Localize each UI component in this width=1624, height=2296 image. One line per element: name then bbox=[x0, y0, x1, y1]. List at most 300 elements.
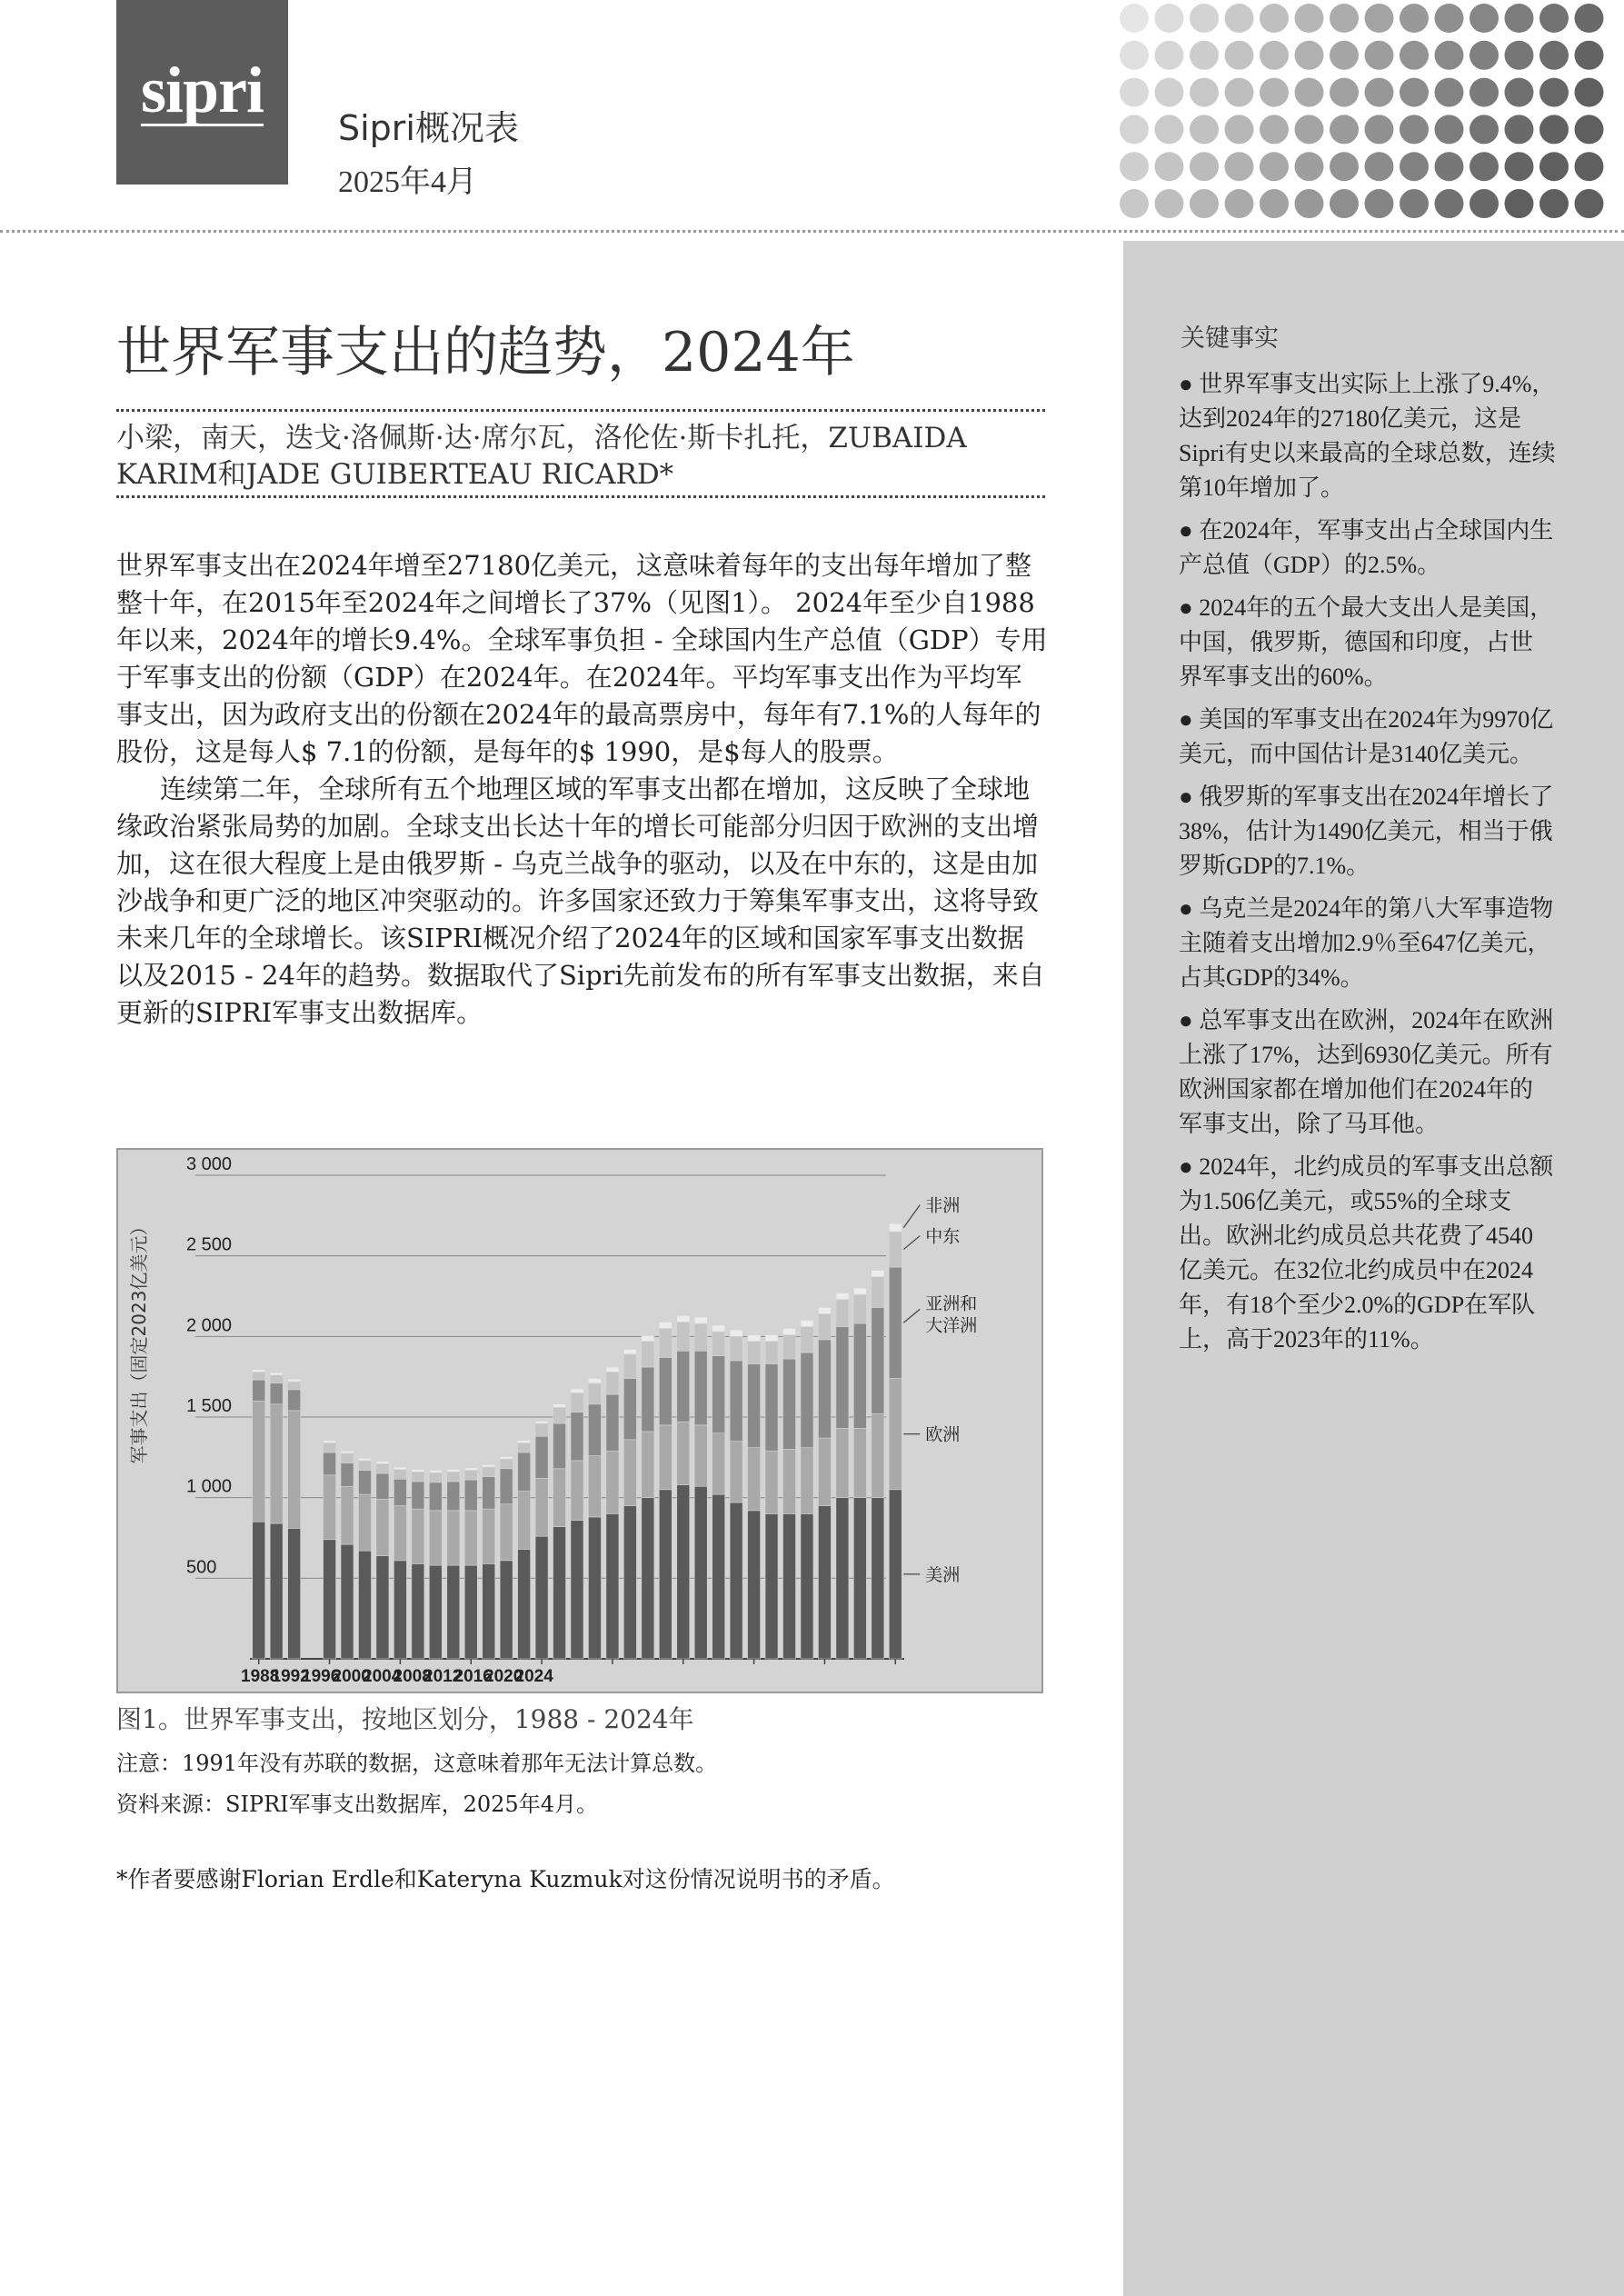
bar-segment bbox=[288, 1382, 301, 1390]
bar-segment bbox=[253, 1372, 265, 1380]
x-tick-label: 2008 bbox=[393, 1667, 432, 1686]
x-tick-label: 1988 bbox=[241, 1667, 280, 1686]
bar-segment bbox=[412, 1563, 424, 1659]
bar-segment bbox=[376, 1463, 389, 1473]
bar-segment bbox=[853, 1498, 866, 1659]
bar-segment bbox=[464, 1511, 477, 1565]
x-tick-label: 2020 bbox=[484, 1667, 523, 1686]
decorative-dot bbox=[1120, 4, 1149, 33]
bar-segment bbox=[358, 1461, 371, 1471]
x-tick-label: 2000 bbox=[332, 1667, 371, 1686]
decorative-dot bbox=[1575, 41, 1604, 70]
bar-segment bbox=[642, 1432, 654, 1498]
decorative-dot bbox=[1365, 152, 1394, 181]
decorative-dot bbox=[1260, 78, 1289, 107]
bar-segment bbox=[623, 1506, 636, 1659]
bar-segment bbox=[253, 1522, 265, 1659]
bar-segment bbox=[571, 1413, 583, 1461]
bar-segment bbox=[623, 1440, 636, 1506]
decorative-dot bbox=[1190, 189, 1219, 218]
bar-segment bbox=[429, 1565, 442, 1659]
decorative-dot bbox=[1260, 152, 1289, 181]
x-tick-label: 2024 bbox=[514, 1667, 553, 1686]
decorative-dot bbox=[1505, 115, 1534, 144]
bar-segment bbox=[429, 1472, 442, 1482]
author-rule-top bbox=[116, 409, 1045, 412]
bar-segment bbox=[535, 1423, 548, 1436]
key-fact-item: ● 在2024年，军事支出占全球国内生产总值（GDP）的2.5%。 bbox=[1179, 517, 1554, 578]
decorative-dot bbox=[1505, 189, 1534, 218]
legend-leader-line bbox=[903, 1236, 920, 1250]
bar-segment bbox=[730, 1336, 742, 1361]
y-tick-label: 2 500 bbox=[186, 1234, 233, 1255]
bar-segment bbox=[694, 1317, 707, 1323]
bar-segment bbox=[535, 1536, 548, 1659]
key-fact-item: ● 美国的军事支出在2024年为9970亿美元，而中国估计是3140亿美元。 bbox=[1179, 706, 1554, 767]
bar-segment bbox=[748, 1448, 761, 1511]
bar-segment bbox=[889, 1490, 902, 1659]
bar-segment bbox=[447, 1511, 460, 1565]
decorative-dot bbox=[1330, 115, 1359, 144]
bar-segment bbox=[765, 1342, 778, 1364]
bar-segment bbox=[889, 1378, 902, 1489]
decorative-dot bbox=[1260, 41, 1289, 70]
bar-segment bbox=[623, 1378, 636, 1439]
chart-svg bbox=[118, 1150, 1041, 1692]
sipri-logo bbox=[116, 0, 288, 185]
decorative-dot bbox=[1225, 4, 1254, 33]
bar-segment bbox=[853, 1428, 866, 1497]
bar-segment bbox=[623, 1354, 636, 1379]
y-tick-label: 3 000 bbox=[186, 1154, 233, 1174]
decorative-dot bbox=[1435, 189, 1464, 218]
bar-segment bbox=[412, 1470, 424, 1472]
decorative-dot bbox=[1155, 78, 1184, 107]
bar-segment bbox=[412, 1472, 424, 1482]
bar-segment bbox=[412, 1509, 424, 1563]
decorative-dot bbox=[1295, 78, 1324, 107]
bar-segment bbox=[730, 1361, 742, 1442]
bar-segment bbox=[464, 1468, 477, 1471]
decorative-dot bbox=[1505, 41, 1534, 70]
bar-segment bbox=[588, 1456, 601, 1517]
bar-segment bbox=[447, 1565, 460, 1659]
bar-segment bbox=[447, 1470, 460, 1472]
decorative-dot bbox=[1190, 78, 1219, 107]
decorative-dot bbox=[1505, 78, 1534, 107]
bar-segment bbox=[730, 1442, 742, 1502]
bar-segment bbox=[288, 1411, 301, 1528]
bar-segment bbox=[288, 1528, 301, 1659]
decorative-dot bbox=[1539, 152, 1569, 181]
bar-segment bbox=[853, 1294, 866, 1323]
decorative-dot bbox=[1155, 41, 1184, 70]
decorative-dot bbox=[1260, 115, 1289, 144]
bar-segment bbox=[606, 1451, 619, 1513]
bar-segment bbox=[588, 1404, 601, 1456]
decorative-dot bbox=[1575, 78, 1604, 107]
decorative-dot bbox=[1575, 189, 1604, 218]
legend-label: 欧洲 bbox=[925, 1424, 961, 1445]
bar-segment bbox=[872, 1498, 884, 1659]
header-divider bbox=[0, 230, 1624, 233]
bar-segment bbox=[801, 1353, 813, 1448]
bar-segment bbox=[518, 1492, 531, 1550]
bar-segment bbox=[642, 1342, 654, 1367]
decorative-dot bbox=[1539, 189, 1569, 218]
bar-segment bbox=[783, 1449, 796, 1513]
bar-segment bbox=[765, 1363, 778, 1451]
bar-segment bbox=[253, 1380, 265, 1401]
decorative-dot bbox=[1470, 41, 1499, 70]
bar-segment bbox=[765, 1513, 778, 1659]
bar-segment bbox=[553, 1407, 566, 1423]
decorative-dot bbox=[1330, 41, 1359, 70]
bar-segment bbox=[500, 1459, 513, 1469]
decorative-dot bbox=[1470, 4, 1499, 33]
bar-segment bbox=[659, 1490, 672, 1659]
key-fact-item: ● 2024年，北约成员的军事支出总额为1.506亿美元，或55%的全球支出。欧洲北约成员总共花费了4540亿美元。在32位北约成员中在2024年，有18个至少2.0%的GDP在军队上，高于2023年的11%。 bbox=[1179, 1153, 1554, 1353]
bar-segment bbox=[642, 1498, 654, 1659]
bar-segment bbox=[394, 1479, 406, 1505]
decorative-dot bbox=[1435, 41, 1464, 70]
bar-segment bbox=[694, 1486, 707, 1659]
bar-segment bbox=[606, 1372, 619, 1394]
x-tick-label: 1992 bbox=[271, 1667, 310, 1686]
decorative-dot bbox=[1575, 4, 1604, 33]
decorative-dot bbox=[1470, 189, 1499, 218]
bar-segment bbox=[376, 1462, 389, 1464]
body-text bbox=[116, 547, 1048, 1032]
x-tick-label: 2004 bbox=[363, 1667, 402, 1686]
bar-segment bbox=[324, 1441, 336, 1443]
decorative-dot bbox=[1400, 78, 1429, 107]
decorative-dot bbox=[1575, 115, 1604, 144]
bar-segment bbox=[606, 1513, 619, 1659]
key-facts-title: 关键事实 bbox=[1181, 324, 1279, 353]
figure-note: 注意：1991年没有苏联的数据，这意味着那年无法计算总数。 bbox=[116, 1751, 718, 1776]
bar-segment bbox=[872, 1271, 884, 1277]
bar-segment bbox=[553, 1469, 566, 1527]
bar-segment bbox=[765, 1451, 778, 1513]
bar-segment bbox=[464, 1471, 477, 1481]
bar-segment bbox=[748, 1342, 761, 1364]
bar-segment bbox=[376, 1556, 389, 1659]
figure-caption: 图1。世界军事支出，按地区划分，1988 - 2024年 bbox=[116, 1704, 694, 1734]
decorative-dot bbox=[1225, 41, 1254, 70]
bar-segment bbox=[818, 1438, 831, 1505]
bar-segment bbox=[376, 1499, 389, 1555]
bar-segment bbox=[836, 1498, 849, 1659]
y-tick-label: 1 000 bbox=[186, 1476, 233, 1497]
logo-text: sipri bbox=[140, 54, 264, 126]
bar-segment bbox=[659, 1328, 672, 1357]
bar-segment bbox=[571, 1389, 583, 1393]
key-facts-list bbox=[1179, 367, 1556, 1365]
bar-segment bbox=[553, 1404, 566, 1408]
author-rule-bottom bbox=[116, 495, 1045, 498]
bar-segment bbox=[712, 1332, 725, 1356]
decorative-dot bbox=[1435, 152, 1464, 181]
bar-segment bbox=[429, 1482, 442, 1511]
bar-segment bbox=[394, 1506, 406, 1561]
decorative-dot bbox=[1155, 152, 1184, 181]
bar-segment bbox=[358, 1551, 371, 1659]
decorative-dot bbox=[1365, 78, 1394, 107]
x-tick-label: 2012 bbox=[423, 1667, 463, 1686]
decorative-dot bbox=[1295, 152, 1324, 181]
bar-segment bbox=[659, 1425, 672, 1490]
bar-segment bbox=[623, 1350, 636, 1354]
bar-segment bbox=[889, 1223, 902, 1232]
bar-segment bbox=[483, 1464, 495, 1467]
decorative-dot bbox=[1190, 152, 1219, 181]
decorative-dot bbox=[1400, 41, 1429, 70]
bar-segment bbox=[341, 1463, 354, 1487]
bar-segment bbox=[889, 1267, 902, 1378]
decorative-dot bbox=[1190, 41, 1219, 70]
bar-segment bbox=[748, 1363, 761, 1447]
bar-segment bbox=[712, 1325, 725, 1332]
bar-segment bbox=[358, 1494, 371, 1551]
bar-segment bbox=[253, 1370, 265, 1373]
decorative-dot bbox=[1435, 115, 1464, 144]
bar-segment bbox=[447, 1472, 460, 1482]
decorative-dot bbox=[1120, 115, 1149, 144]
bar-segment bbox=[836, 1327, 849, 1429]
bar-segment bbox=[464, 1480, 477, 1511]
bar-segment bbox=[571, 1520, 583, 1659]
decorative-dot bbox=[1330, 189, 1359, 218]
y-tick-label: 1 500 bbox=[186, 1396, 233, 1416]
bar-segment bbox=[358, 1471, 371, 1495]
decorative-dot bbox=[1539, 4, 1569, 33]
legend-label: 非洲 bbox=[925, 1195, 961, 1216]
bar-segment bbox=[801, 1513, 813, 1659]
decorative-dot bbox=[1400, 115, 1429, 144]
bar-segment bbox=[642, 1335, 654, 1341]
bar-segment bbox=[341, 1544, 354, 1659]
bar-segment bbox=[483, 1467, 495, 1477]
bar-segment bbox=[553, 1527, 566, 1659]
bar-segment bbox=[270, 1523, 283, 1659]
bar-segment bbox=[324, 1540, 336, 1659]
decorative-dot bbox=[1575, 152, 1604, 181]
decorative-dot bbox=[1260, 4, 1289, 33]
bar-segment bbox=[818, 1506, 831, 1659]
decorative-dot bbox=[1505, 4, 1534, 33]
decorative-dot bbox=[1260, 189, 1289, 218]
decorative-dot bbox=[1225, 115, 1254, 144]
bar-segment bbox=[712, 1494, 725, 1659]
decorative-dot bbox=[1470, 152, 1499, 181]
bar-segment bbox=[801, 1327, 813, 1353]
bar-segment bbox=[606, 1367, 619, 1372]
bar-segment bbox=[818, 1314, 831, 1340]
legend-leader-line bbox=[903, 1309, 920, 1323]
bar-segment bbox=[500, 1469, 513, 1504]
bar-segment bbox=[783, 1328, 796, 1334]
y-tick-label: 2 000 bbox=[186, 1315, 233, 1336]
bar-segment bbox=[712, 1433, 725, 1494]
page-title: 世界军事支出的趋势，2024年 bbox=[116, 321, 855, 384]
decorative-dot bbox=[1330, 152, 1359, 181]
bar-segment bbox=[535, 1436, 548, 1478]
bar-segment bbox=[324, 1452, 336, 1475]
key-fact-item: ● 2024年的五个最大支出人是美国，中国，俄罗斯，德国和印度，占世界军事支出的60%。 bbox=[1179, 594, 1554, 690]
publication-date: 2025年4月 bbox=[338, 165, 477, 199]
key-fact-item: ● 总军事支出在欧洲，2024年在欧洲上涨了17%，达到6930亿美元。所有欧洲国家都在增加他们在2024年的军事支出，除了马耳他。 bbox=[1179, 1007, 1554, 1137]
bar-segment bbox=[588, 1383, 601, 1404]
bar-segment bbox=[659, 1322, 672, 1328]
bar-segment bbox=[535, 1478, 548, 1536]
bar-segment bbox=[748, 1511, 761, 1659]
decorative-dot bbox=[1539, 41, 1569, 70]
key-fact-item: ● 世界军事支出实际上上涨了9.4%，达到2024年的27180亿美元，这是Sipri有史以来最高的全球总数，连续第10年增加了。 bbox=[1179, 371, 1556, 501]
bar-segment bbox=[412, 1482, 424, 1509]
bar-segment bbox=[270, 1404, 283, 1523]
bar-segment bbox=[730, 1330, 742, 1336]
bar-segment bbox=[464, 1565, 477, 1659]
bar-segment bbox=[872, 1307, 884, 1413]
bar-segment bbox=[853, 1288, 866, 1294]
decorative-dot bbox=[1120, 189, 1149, 218]
bar-segment bbox=[801, 1448, 813, 1514]
y-tick-label: 500 bbox=[186, 1557, 217, 1578]
body-paragraph-2: 连续第二年，全球所有五个地理区域的军事支出都在增加，这反映了全球地缘政治紧张局势的加剧。全球支出长达十年的增长可能部分归因于欧洲的支出增加，这在很大程度上是由俄罗斯 - 乌克兰战争的驱动，以及在中东的，这是由加沙战争和更广泛的地区冲突驱动的。许多国家还致力于筹集军事支出，这将导致未来几年的全球增长。该SIPRI概况介绍了2024年的区域和国家军事支出数据以及2015 - 24年的趋势。数据取代了Sipri先前发布的所有军事支出数据，来自更新的SIPRI军事支出数据库。 bbox=[116, 774, 1045, 1028]
bar-segment bbox=[358, 1458, 371, 1461]
decorative-dot bbox=[1435, 4, 1464, 33]
decorative-dot bbox=[1155, 4, 1184, 33]
bar-segment bbox=[341, 1453, 354, 1463]
decorative-dot bbox=[1120, 152, 1149, 181]
bar-segment bbox=[324, 1475, 336, 1540]
bar-segment bbox=[765, 1335, 778, 1342]
decorative-dot bbox=[1295, 41, 1324, 70]
bar-segment bbox=[518, 1452, 531, 1492]
decorative-dot bbox=[1435, 78, 1464, 107]
decorative-dot bbox=[1330, 4, 1359, 33]
legend-label: 亚洲和 bbox=[925, 1293, 978, 1314]
bar-segment bbox=[270, 1375, 283, 1383]
decorative-dot bbox=[1190, 4, 1219, 33]
decorative-dot bbox=[1400, 152, 1429, 181]
bar-segment bbox=[889, 1232, 902, 1267]
x-tick-label: 2016 bbox=[453, 1667, 493, 1686]
figure-1-chart bbox=[116, 1148, 1043, 1693]
bar-segment bbox=[429, 1511, 442, 1565]
legend-label: 大洋洲 bbox=[925, 1315, 978, 1336]
bar-segment bbox=[694, 1351, 707, 1425]
decorative-dot bbox=[1155, 115, 1184, 144]
bar-segment bbox=[818, 1307, 831, 1313]
bar-segment bbox=[518, 1549, 531, 1659]
bar-segment bbox=[588, 1517, 601, 1659]
decorative-dot bbox=[1225, 152, 1254, 181]
bar-segment bbox=[394, 1470, 406, 1480]
bar-segment bbox=[694, 1425, 707, 1486]
bar-segment bbox=[447, 1482, 460, 1511]
bar-segment bbox=[429, 1471, 442, 1473]
bar-segment bbox=[483, 1477, 495, 1509]
footnote: *作者要感谢Florian Erdle和Kateryna Kuzmuk对这份情况说明书的矛盾。 bbox=[116, 1866, 895, 1892]
bar-segment bbox=[270, 1373, 283, 1375]
bar-segment bbox=[518, 1441, 531, 1443]
decorative-dot bbox=[1120, 78, 1149, 107]
decorative-dot bbox=[1365, 189, 1394, 218]
bar-segment bbox=[518, 1442, 531, 1452]
bar-segment bbox=[500, 1561, 513, 1659]
bar-segment bbox=[270, 1383, 283, 1404]
decorative-dot bbox=[1539, 78, 1569, 107]
bar-segment bbox=[571, 1461, 583, 1521]
decorative-dot bbox=[1400, 189, 1429, 218]
series-label: Sipri概况表 bbox=[338, 108, 519, 148]
decorative-dot bbox=[1295, 4, 1324, 33]
bar-segment bbox=[394, 1467, 406, 1470]
bar-segment bbox=[783, 1335, 796, 1360]
bar-segment bbox=[783, 1359, 796, 1449]
bar-segment bbox=[376, 1473, 389, 1499]
figure-source: 资料来源：SIPRI军事支出数据库，2025年4月。 bbox=[116, 1792, 598, 1817]
decorative-dot bbox=[1225, 189, 1254, 218]
y-axis-label: 军事支出（固定2023亿美元） bbox=[128, 1217, 150, 1464]
bar-segment bbox=[677, 1422, 690, 1484]
bar-segment bbox=[853, 1323, 866, 1428]
x-tick-label: 1996 bbox=[302, 1667, 341, 1686]
bar-segment bbox=[659, 1357, 672, 1424]
bar-segment bbox=[818, 1340, 831, 1438]
decorative-dot bbox=[1120, 41, 1149, 70]
body-paragraph-1: 世界军事支出在2024年增至27180亿美元，这意味着每年的支出每年增加了整整十年，在2015年至2024年之间增长了37%（见图1）。 2024年至少自1988年以来，2024年的增长9.4%。全球军事负担 - 全球国内生产总值（GDP）专用于军事支出的份额（GDP）在2024年。在2024年。平均军事支出作为平均军事支出，因为政府支出的份额在2024年的最高票房中，每年有7.1%的人每年的股份，这是每人$ 7.1的份额，是每年的$ 1990，是$每人的股票。 bbox=[116, 550, 1048, 767]
decorative-dot bbox=[1365, 41, 1394, 70]
bar-segment bbox=[677, 1484, 690, 1659]
bar-segment bbox=[642, 1367, 654, 1432]
authors: 小梁，南天，迭戈·洛佩斯·达·席尔瓦，洛伦佐·斯卡扎托，ZUBAIDA KARIM和JADE GUIBERTEAU RICARD* bbox=[116, 422, 967, 491]
bar-segment bbox=[836, 1293, 849, 1299]
decorative-dot bbox=[1400, 4, 1429, 33]
decorative-dot bbox=[1470, 78, 1499, 107]
legend-label: 美洲 bbox=[925, 1564, 961, 1585]
bar-segment bbox=[253, 1401, 265, 1522]
bar-segment bbox=[872, 1413, 884, 1497]
bar-segment bbox=[748, 1335, 761, 1342]
decorative-dot bbox=[1330, 78, 1359, 107]
key-fact-item: ● 俄罗斯的军事支出在2024年增长了38%，估计为1490亿美元，相当于俄罗斯GDP的7.1%。 bbox=[1179, 784, 1554, 879]
bar-segment bbox=[341, 1451, 354, 1453]
decorative-dot bbox=[1190, 115, 1219, 144]
decorative-dot bbox=[1225, 78, 1254, 107]
bar-segment bbox=[500, 1456, 513, 1459]
decorative-dot bbox=[1295, 189, 1324, 218]
bar-segment bbox=[553, 1423, 566, 1469]
bar-segment bbox=[500, 1504, 513, 1561]
decorative-dot-pattern bbox=[1116, 0, 1624, 227]
bar-segment bbox=[483, 1509, 495, 1563]
decorative-dot bbox=[1295, 115, 1324, 144]
bar-segment bbox=[730, 1502, 742, 1659]
key-fact-item: ● 乌克兰是2024年的第八大军事造物主随着支出增加2.9％至647亿美元，占其GDP的34%。 bbox=[1179, 895, 1554, 991]
bar-segment bbox=[588, 1378, 601, 1383]
bar-segment bbox=[694, 1323, 707, 1351]
bar-segment bbox=[712, 1356, 725, 1433]
decorative-dot bbox=[1539, 115, 1569, 144]
bar-segment bbox=[783, 1513, 796, 1659]
decorative-dot bbox=[1365, 115, 1394, 144]
legend-label: 中东 bbox=[925, 1226, 961, 1247]
decorative-dot bbox=[1155, 189, 1184, 218]
bar-segment bbox=[288, 1390, 301, 1411]
